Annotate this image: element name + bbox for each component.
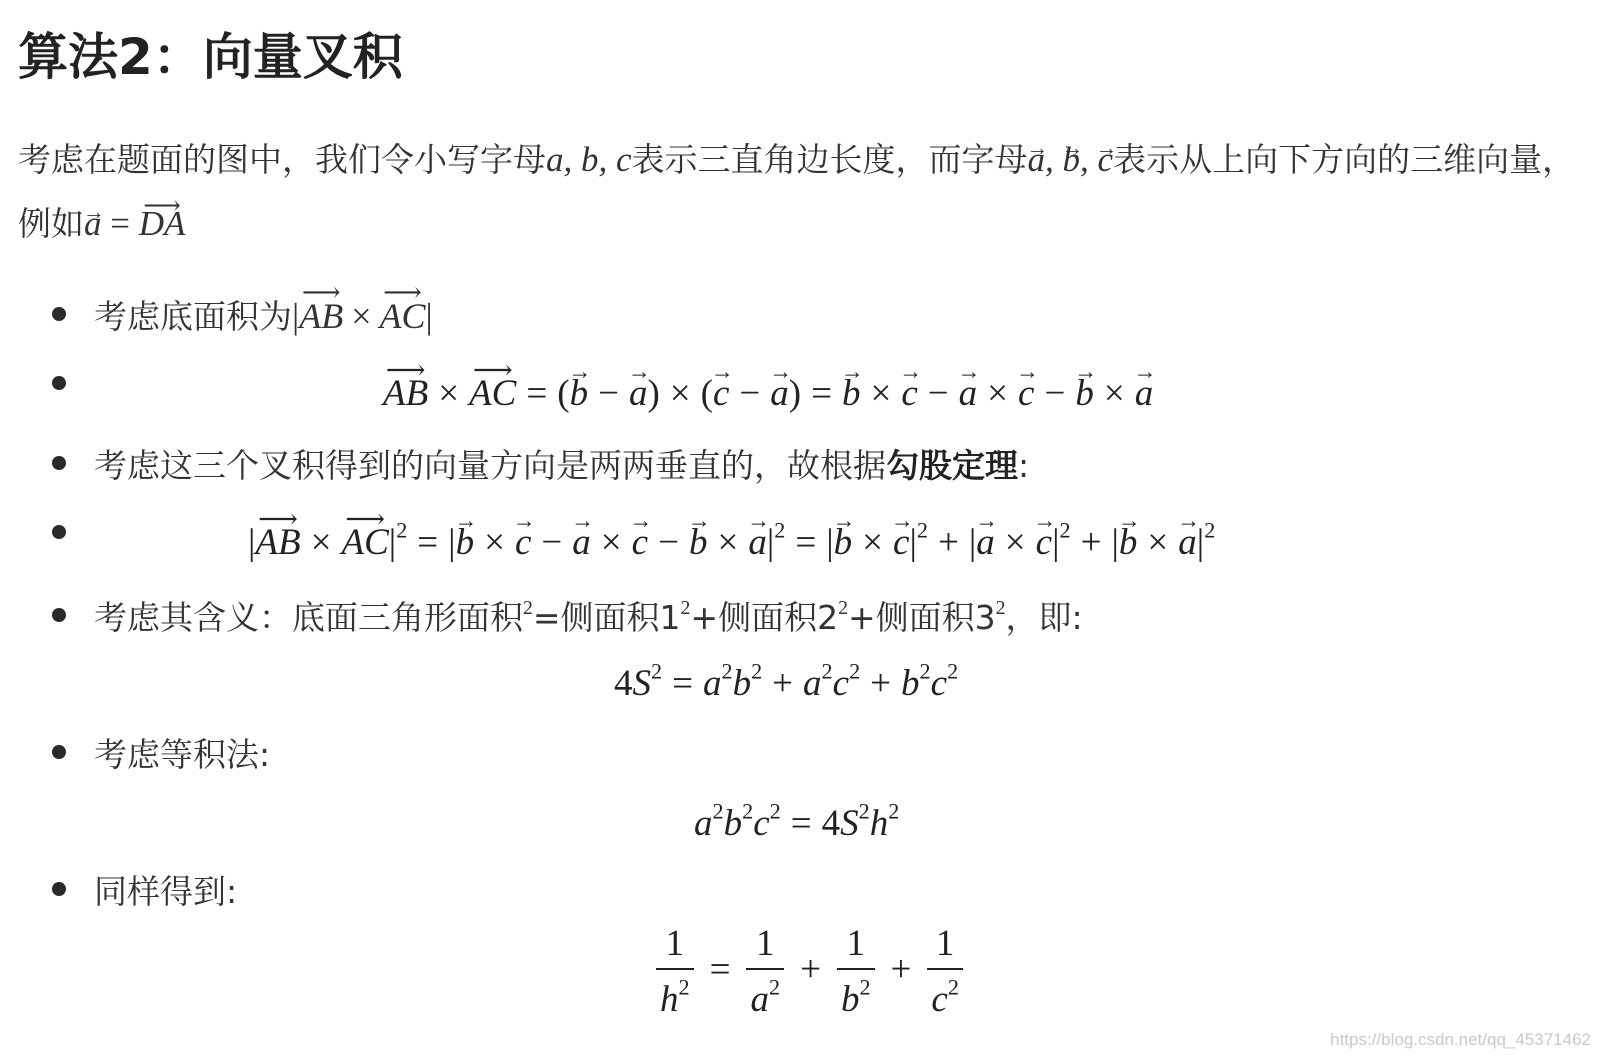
intro-text-3: 表示从上向下方向的三维向量，例如 [18, 140, 1576, 243]
intro-text-1: 考虑在题面的图中，我们令小写字母 [18, 140, 546, 179]
watermark: https://blog.csdn.net/qq_45371462 [1330, 1030, 1591, 1049]
bullet-icon [52, 525, 66, 539]
item-text: 考虑其含义：底面三角形面积 [94, 598, 523, 637]
bullet-icon [52, 376, 66, 390]
bullet-icon [52, 307, 66, 321]
height-reciprocal-formula: $\frac{1}{h^2}$ = $\frac{1}{a^2}$ + $\frac{1}{b^2}$ + $\frac{1}{c^2}$ [650, 920, 969, 1026]
base-area-formula: |⟶ AB ×⟶ AC| [292, 296, 433, 336]
list-item [0, 287, 1607, 337]
list-item [0, 727, 1607, 777]
item-text: 考虑底面积为 [94, 297, 292, 336]
item-text: 同样得到: [94, 872, 238, 911]
intro-abc: a, b, c [546, 140, 632, 179]
cross-product-expansion: ⟶ AB ×⟶ AC = (→ b −→ a) × (→ c −→ a) =→ b ×→ c −→ a ×→ c −→ b ×→ a [383, 372, 1153, 415]
bullet-icon [52, 882, 66, 896]
bullet-icon [52, 608, 66, 622]
intro-example: → a = ⟶ DA [84, 204, 185, 243]
pythagorean-theorem-bold: 勾股定理 [886, 446, 1018, 485]
bullet-icon [52, 456, 66, 470]
pythagorean-vector-formula: |⟶ AB ×⟶ $AC|^2$ = |→ $b \times\to c -\to a \times\to c -\to b \times\to a|^2$ = |→ $b \times\to c|^2$ + |→ $a \times\to c|^2$ + |→ $b \times\to a|^2$ [248, 521, 1215, 564]
item-text: 考虑这三个叉积得到的向量方向是两两垂直的，故根据 [94, 446, 886, 485]
intro-paragraph [18, 128, 1588, 256]
intro-text-2: 表示三直角边长度，而字母 [631, 140, 1028, 179]
section-title: 算法2：向量叉积 [18, 28, 403, 86]
list-item [0, 438, 1607, 488]
bullet-icon [52, 745, 66, 759]
list-item [0, 366, 1607, 416]
intro-vectors: → a, → b, → c [1028, 140, 1114, 179]
list-item [0, 515, 1607, 565]
list-item: 考虑其含义：底面三角形面积$^2$=侧面积$1^2+$侧面积$2^2+$侧面积$3^2$，即: [0, 590, 1607, 640]
item-text: 考虑等积法: [94, 735, 271, 774]
item-tail: : [1018, 446, 1030, 485]
equal-volume-formula: $a^2b^2c^2 = 4S^2h^2$ [694, 798, 900, 844]
list-item [0, 864, 1607, 914]
area-formula: $4S^2 = a^2b^2 + a^2c^2 + b^2c^2$ [614, 658, 959, 704]
